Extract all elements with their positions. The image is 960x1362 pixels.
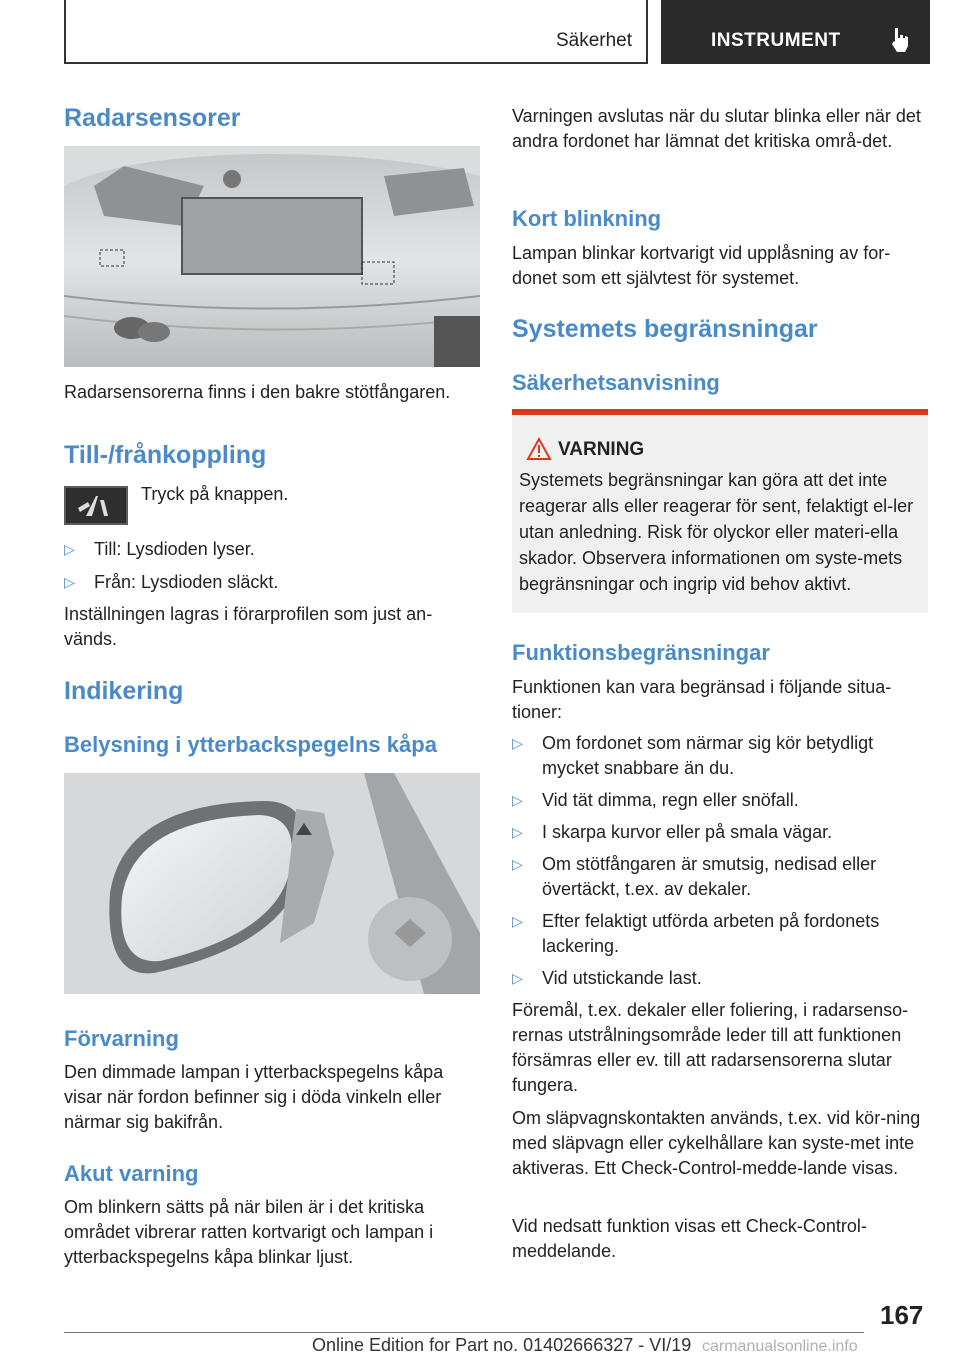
warning-box [512,409,928,613]
watermark: carmanualsonline.info [702,1338,858,1355]
hand-pointer-icon [889,26,911,54]
chapter-tab [661,0,930,64]
warning-title: VARNING [558,439,645,460]
blind-spot-button-icon [64,486,128,525]
settings-text: Inställningen lagras i förarprofilen som just an-vänds. [64,604,433,649]
short-blink-text: Lampan blinkar kortvarigt vid upplåsning av for-donet som ett självtest för systemet. [512,243,891,288]
heading-system-limits: Systemets begränsningar [512,315,818,343]
heading-mirror-light: Belysning i ytterbackspegelns kåpa [64,732,437,757]
heading-indication: Indikering [64,677,184,705]
function-limits-text: Funktionen kan vara begränsad i följande situa-tioner: [512,677,892,722]
footer-divider [64,1332,864,1333]
heading-short-blink: Kort blinkning [512,206,662,231]
car-rear-image [64,146,480,367]
intro-text: Varningen avslutas när du slutar blinka eller när det andra fordonet har lämnat det kritiska områ-det. [512,106,921,151]
warning-text: Systemets begränsningar kan göra att det inte reagerar alls eller reagerar för sent, felaktigt el-ler utan anledning. Risk för olyckor eller materi-ella skador. Observera informationen om syste-mets begränsningar och ingrip vid behov aktivt. [519,470,914,594]
radar-caption: Radarsensorerna finns i den bakre stötfångaren. [64,382,451,402]
side-mirror-image [64,773,480,994]
page-number: 167 [880,1300,924,1330]
edition-text: Online Edition for Part no. 01402666327 - VI/19 [312,1335,692,1355]
toggle-text: Tryck på knappen. [141,484,289,504]
section-label: Säkerhet [555,30,632,51]
warning-triangle-icon [526,437,552,461]
heading-radar-sensors: Radarsensorer [64,104,241,132]
acute-warning-text: Om blinkern sätts på när bilen är i det kritiska området vibrerar ratten kortvarigt och lampan i ytterbackspegelns kåpa blinkar ljust. [64,1197,434,1267]
prewarning-text: Den dimmade lampan i ytterbackspegelns kåpa visar när fordon befinner sig i döda vinkeln eller närmar sig bakifrån. [64,1062,444,1132]
chapter-label: INSTRUMENT [711,30,841,51]
objects-text: Föremål, t.ex. dekaler eller foliering, i radarsenso-rernas utstrålningsområde leder till att funktionen försämras eller ev. till att radarsensorerna slutar fungera. [512,1000,909,1095]
heading-acute-warning: Akut varning [64,1161,199,1186]
reduced-function-text: Vid nedsatt funktion visas ett Check-Control-meddelande. [512,1216,867,1261]
trailer-text: Om släpvagnskontakten används, t.ex. vid kör-ning med släpvagn eller cykelhållare kan syste-met inte aktiveras. Ett Check-Control-medde-lande visas. [512,1108,921,1178]
page-header [64,0,930,64]
section-tab [64,0,648,64]
heading-function-limits: Funktionsbegränsningar [512,640,770,665]
heading-safety-note: Säkerhetsanvisning [512,370,720,395]
heading-prewarning: Förvarning [64,1026,179,1051]
heading-toggle: Till-/frånkoppling [64,441,267,469]
